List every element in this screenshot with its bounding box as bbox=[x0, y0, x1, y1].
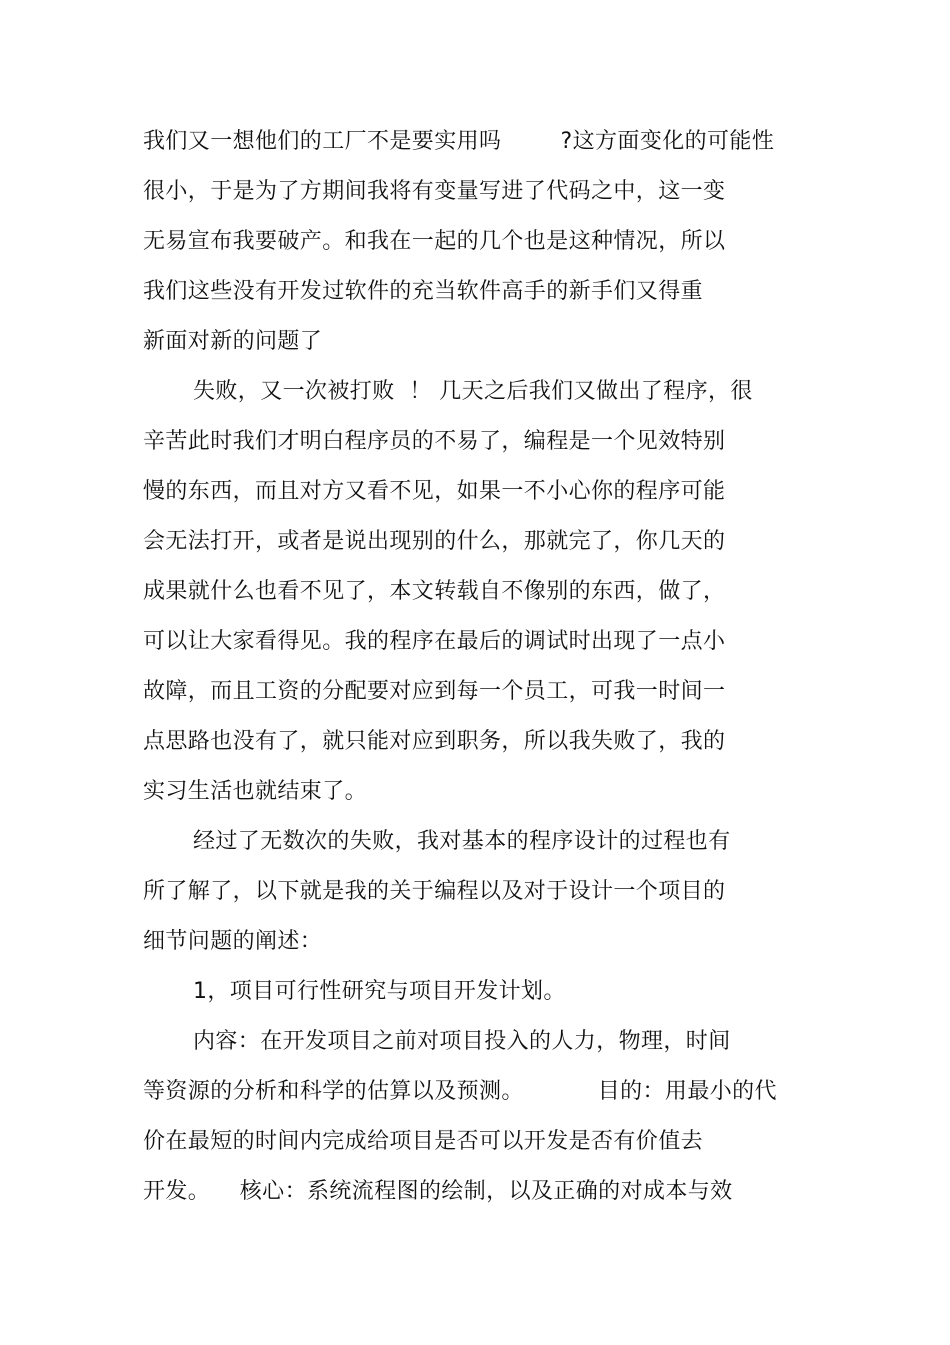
text-line: 慢的东西，而且对方又看不见，如果一不小心你的程序可能 bbox=[143, 479, 726, 504]
text-line: 无易宣布我要破产。和我在一起的几个也是这种情况，所以 bbox=[143, 229, 726, 254]
paragraph-start-line: 内容：在开发项目之前对项目投入的人力，物理，时间 bbox=[193, 1029, 731, 1054]
text-line: 很小，于是为了方期间我将有变量写进了代码之中，这一变 bbox=[143, 179, 726, 204]
paragraph-start-line: 失败，又一次被打败 ！ 几天之后我们又做出了程序，很 bbox=[193, 379, 753, 404]
text-line: 价在最短的时间内完成给项目是否可以开发是否有价值去 bbox=[143, 1129, 704, 1154]
text-line: 细节问题的阐述： bbox=[143, 929, 323, 954]
paragraph-start-line: 经过了无数次的失败，我对基本的程序设计的过程也有 bbox=[193, 829, 731, 854]
text-line: 点思路也没有了，就只能对应到职务，所以我失败了，我的 bbox=[143, 729, 726, 754]
text-line: 成果就什么也看不见了，本文转载自不像别的东西，做了， bbox=[143, 579, 726, 604]
list-item-line: 1，项目可行性研究与项目开发计划。 bbox=[193, 979, 566, 1004]
text-line: 开发。 核心：系统流程图的绘制，以及正确的对成本与效 bbox=[143, 1179, 733, 1204]
text-line: 可以让大家看得见。我的程序在最后的调试时出现了一点小 bbox=[143, 629, 726, 654]
text-line: 故障，而且工资的分配要对应到每一个员工，可我一时间一 bbox=[143, 679, 726, 704]
text-line: 我们又一想他们的工厂不是要实用吗 ?这方面变化的可能性 bbox=[143, 129, 775, 154]
text-line: 等资源的分析和科学的估算以及预测。 目的：用最小的代 bbox=[143, 1079, 777, 1104]
text-line: 我们这些没有开发过软件的充当软件高手的新手们又得重 bbox=[143, 279, 704, 304]
text-line: 所了解了，以下就是我的关于编程以及对于设计一个项目的 bbox=[143, 879, 726, 904]
text-line: 会无法打开，或者是说出现别的什么，那就完了，你几天的 bbox=[143, 529, 726, 554]
text-line: 新面对新的问题了 bbox=[143, 329, 323, 354]
text-line: 实习生活也就结束了。 bbox=[143, 779, 368, 804]
text-line: 辛苦此时我们才明白程序员的不易了，编程是一个见效特别 bbox=[143, 429, 726, 454]
